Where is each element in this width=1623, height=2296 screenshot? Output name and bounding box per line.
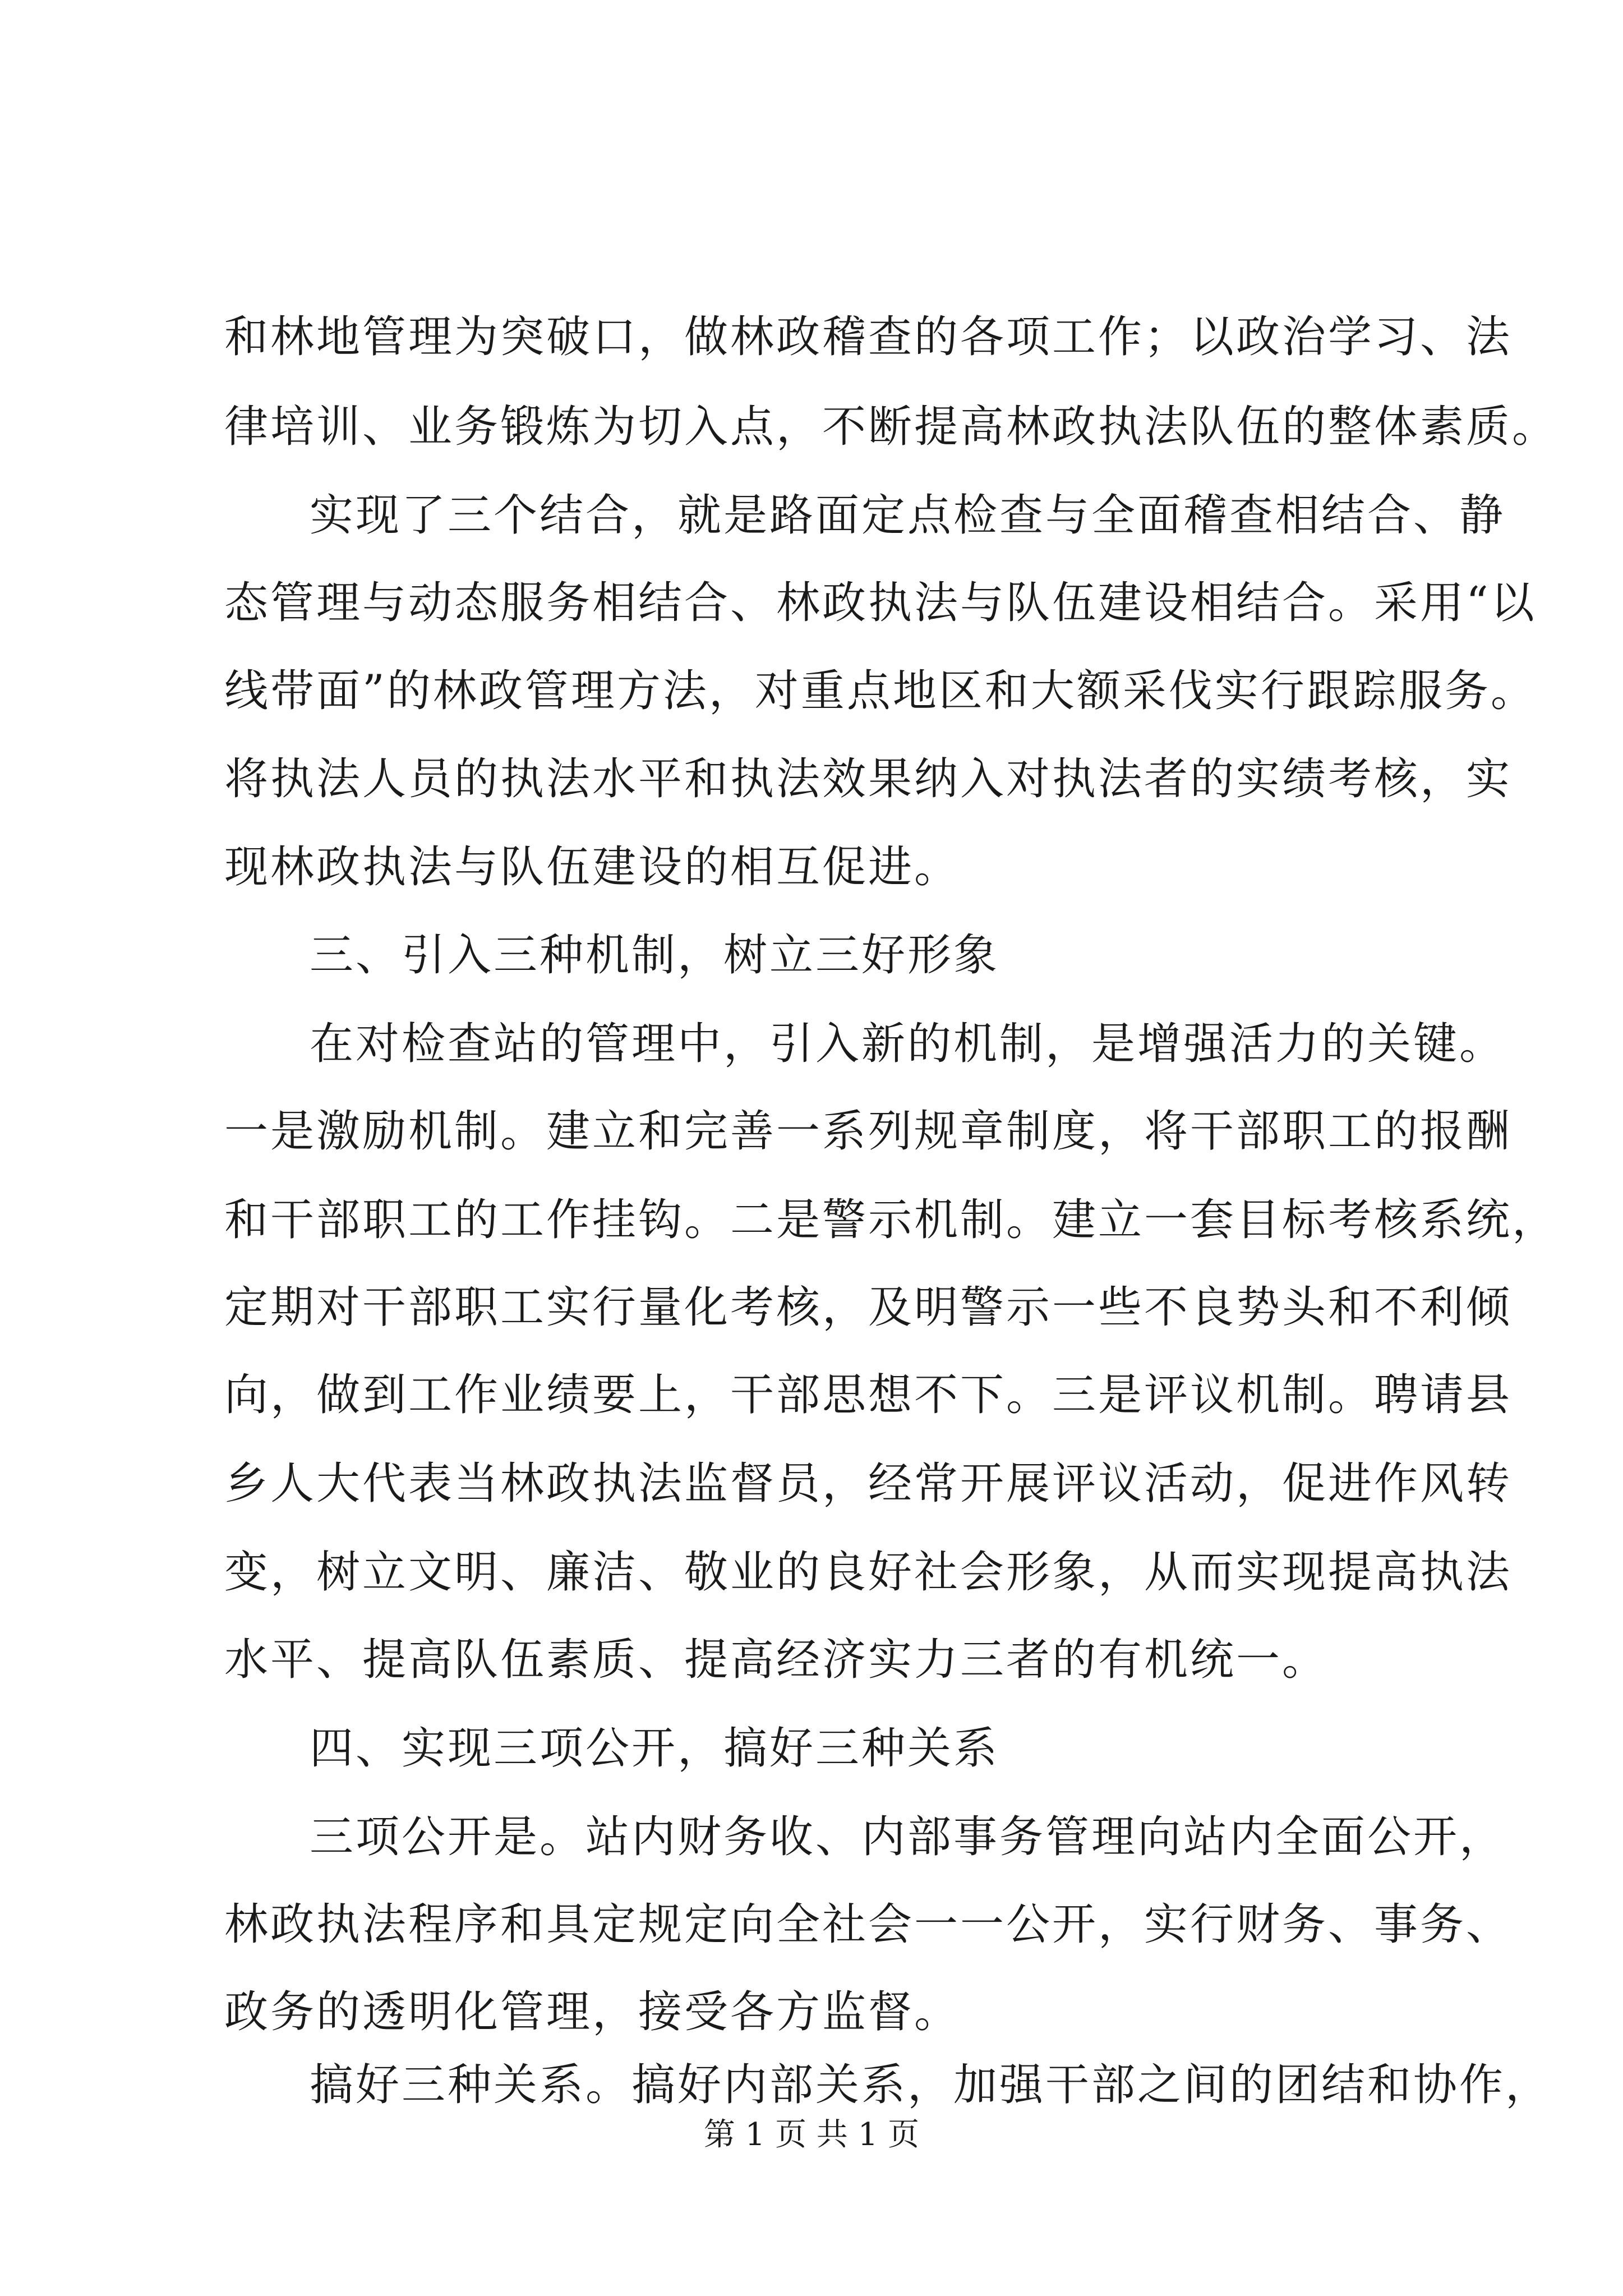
text-line-15: 变，树立文明、廉洁、敬业的良好社会形象，从而实现提高执法 [224, 1547, 1513, 1598]
text-line-21: 搞好三种关系。搞好内部关系，加强干部之间的团结和协作， [310, 2060, 1552, 2110]
section-heading-3: 三、引入三种机制，树立三好形象 [310, 930, 1000, 981]
text-line-7: 现林政执法与队伍建设的相互促进。 [224, 842, 961, 892]
text-line-9: 在对检查站的管理中，引入新的机制，是增强活力的关键。 [310, 1019, 1506, 1069]
text-line-10: 一是激励机制。建立和完善一系列规章制度，将干部职工的报酬 [224, 1106, 1513, 1157]
text-line-18: 三项公开是。站内财务收、内部事务管理向站内全面公开， [310, 1812, 1506, 1862]
text-line-11: 和干部职工的工作挂钩。二是警示机制。建立一套目标考核系统， [224, 1195, 1559, 1245]
text-line-14: 乡人大代表当林政执法监督员，经常开展评议活动，促进作风转 [224, 1458, 1513, 1509]
text-line-20: 政务的透明化管理，接受各方监督。 [224, 1987, 961, 2037]
section-heading-4: 四、实现三项公开，搞好三种关系 [310, 1723, 1000, 1774]
text-line-16: 水平、提高队伍素质、提高经济实力三者的有机统一。 [224, 1635, 1329, 1685]
text-line-13: 向，做到工作业绩要上，干部思想不下。三是评议机制。聘请县 [224, 1370, 1513, 1420]
text-line-1: 和林地管理为突破口，做林政稽查的各项工作；以政治学习、法 [224, 312, 1513, 362]
page-number-footer: 第 1 页 共 1 页 [703, 2116, 920, 2153]
text-line-2: 律培训、业务锻炼为切入点，不断提高林政执法队伍的整体素质。 [224, 402, 1559, 452]
text-line-12: 定期对干部职工实行量化考核，及明警示一些不良势头和不利倾 [224, 1282, 1513, 1333]
text-line-5: 线带面”的林政管理方法，对重点地区和大额采伐实行跟踪服务。 [224, 666, 1537, 716]
text-line-6: 将执法人员的执法水平和执法效果纳入对执法者的实绩考核，实 [224, 754, 1513, 804]
text-line-4: 态管理与动态服务相结合、林政执法与队伍建设相结合。采用“以 [224, 578, 1537, 628]
text-line-19: 林政执法程序和具定规定向全社会一一公开，实行财务、事务、 [224, 1899, 1513, 1950]
text-line-3: 实现了三个结合，就是路面定点检查与全面稽查相结合、静 [310, 490, 1506, 541]
